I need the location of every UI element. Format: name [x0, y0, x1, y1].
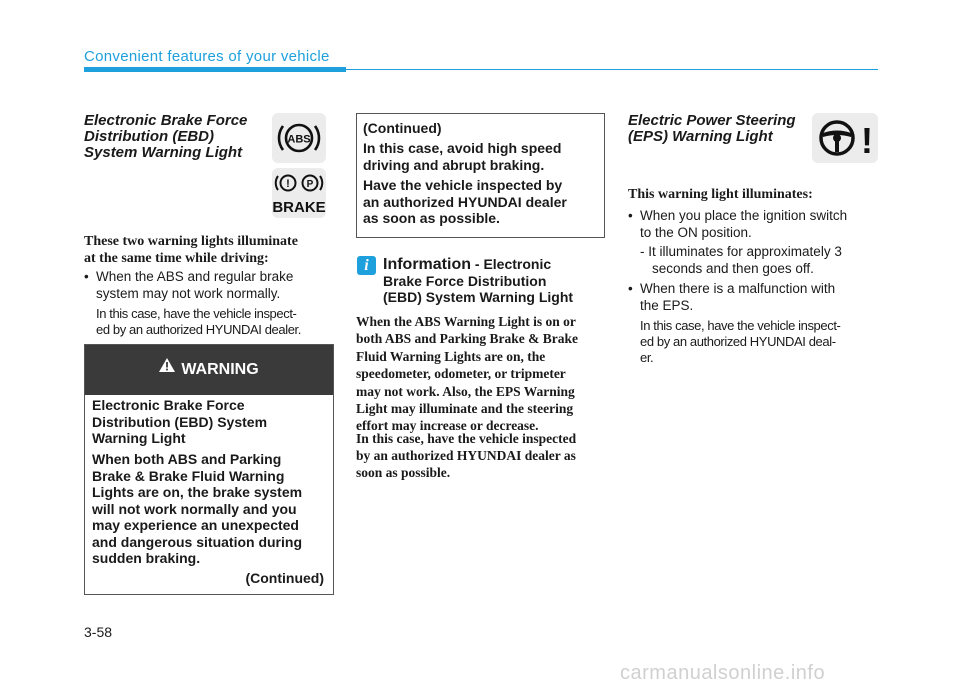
text-line: system may not work normally.: [96, 286, 281, 301]
text-line: Brake Force Distribution: [383, 273, 547, 289]
title-line: Electric Power Steering: [628, 112, 796, 129]
watermark: carmanualsonline.info: [620, 662, 826, 684]
continued-box: [356, 113, 605, 238]
text-line: When both ABS and Parking: [92, 451, 282, 467]
text-line: effort may increase or decrease.: [356, 418, 539, 434]
text-line: Distribution (EBD) System: [92, 413, 268, 430]
title-line: Electronic Brake Force: [84, 112, 248, 129]
text-line: by an authorized HYUNDAI dealer as: [356, 448, 576, 463]
text-line: sudden braking.: [92, 550, 201, 566]
text-line: Have the vehicle inspected by: [363, 177, 563, 193]
abs-icon-label: ABS: [287, 133, 311, 146]
warning-triangle-icon: [159, 343, 175, 393]
svg-text:P: P: [306, 179, 314, 190]
ebd-bullet: [96, 268, 334, 302]
information-icon: i: [357, 256, 376, 275]
text-line: • When the ABS and regular brake: [96, 269, 294, 284]
text-line: er.: [640, 350, 654, 365]
eps-note: [640, 318, 880, 366]
text-line: Brake & Brake Fluid Warning: [92, 467, 285, 484]
text-line: an authorized HYUNDAI dealer: [363, 193, 567, 210]
ebd-note: [96, 306, 336, 338]
eps-sub-item: [640, 243, 878, 277]
text-line: may not work. Also, the EPS Warning: [356, 383, 575, 399]
text-line: to the ON position.: [640, 225, 752, 240]
text-line: When the ABS Warning Light is on or: [356, 314, 576, 329]
text-line: ed by an authorized HYUNDAI dealer.: [96, 322, 301, 337]
text-line: at the same time while driving:: [84, 251, 269, 266]
text-line: (EBD) System Warning Light: [383, 289, 574, 305]
eps-icon-mark: !: [861, 120, 873, 161]
svg-text:!: !: [286, 178, 290, 190]
ebd-section-title: [84, 113, 247, 161]
header-accent-bar: [84, 67, 346, 72]
text-line: These two warning lights illuminate: [84, 234, 298, 249]
eps-bullet-2: [640, 280, 878, 314]
text-line: In this case, avoid high speed: [363, 140, 562, 156]
title-line: Distribution (EBD): [84, 128, 214, 145]
text-line: ed by an authorized HYUNDAI deal-: [640, 334, 836, 349]
ebd-warning-box: [84, 344, 334, 595]
eps-bullet-1: [640, 207, 878, 241]
title-line: System Warning Light: [84, 144, 243, 161]
text-line: Electronic Brake Force: [92, 397, 245, 413]
text-line: will not work normally and you: [92, 500, 297, 517]
text-line: driving and abrupt braking.: [363, 156, 545, 173]
abs-warning-icon: [272, 113, 326, 163]
text-line: as soon as possible.: [363, 210, 500, 226]
text-line: • When you place the ignition switch: [640, 208, 848, 223]
text-line: both ABS and Parking Brake & Brake: [356, 331, 579, 347]
continued-p1: [363, 140, 599, 173]
ebd-intro: [84, 233, 334, 267]
text-line: • When there is a malfunction with: [640, 281, 836, 296]
title-line: (EPS) Warning Light: [628, 128, 773, 145]
text-line: speedometer, odometer, or tripmeter: [356, 366, 566, 382]
text-line: Lights are on, the brake system: [92, 484, 303, 500]
text-line: In this case, have the vehicle inspected: [356, 431, 577, 446]
brake-icon-label: BRAKE: [272, 199, 326, 216]
text-line: Warning Light: [92, 430, 186, 446]
text-line: seconds and then goes off.: [652, 261, 814, 276]
page-number: 3-58: [84, 624, 113, 640]
eps-section-title: [628, 113, 796, 145]
text-line: In this case, have the vehicle inspect-: [640, 318, 841, 333]
warning-continued: (Continued): [245, 570, 324, 586]
eps-intro: This warning light illuminates:: [628, 187, 813, 202]
info-p2: [356, 430, 606, 481]
section-header-title: Convenient features of your vehicle: [84, 48, 330, 65]
warning-body: [92, 451, 328, 567]
brake-warning-icon: [272, 168, 326, 218]
info-label: Information: [383, 256, 471, 273]
continued-head: (Continued): [363, 120, 442, 136]
continued-p2: [363, 177, 599, 227]
text-line: Fluid Warning Lights are on, the: [356, 348, 546, 364]
text-line: In this case, have the vehicle inspect-: [96, 306, 297, 321]
text-line: may experience an unexpected: [92, 517, 299, 533]
warning-title: [92, 397, 328, 447]
eps-warning-icon: [812, 113, 878, 163]
text-line: the EPS.: [640, 298, 694, 313]
warning-label: WARNING: [181, 361, 259, 379]
header-rule: [346, 69, 878, 70]
text-line: Light may illuminate and the steering: [356, 401, 574, 417]
info-p1: [356, 313, 606, 435]
warning-header: [85, 345, 333, 395]
text-line: - It illuminates for approximately 3: [640, 244, 842, 259]
text-line: soon as possible.: [356, 465, 451, 480]
text-line: - Electronic: [474, 256, 552, 272]
info-title: [383, 256, 607, 305]
text-line: and dangerous situation during: [92, 533, 302, 550]
